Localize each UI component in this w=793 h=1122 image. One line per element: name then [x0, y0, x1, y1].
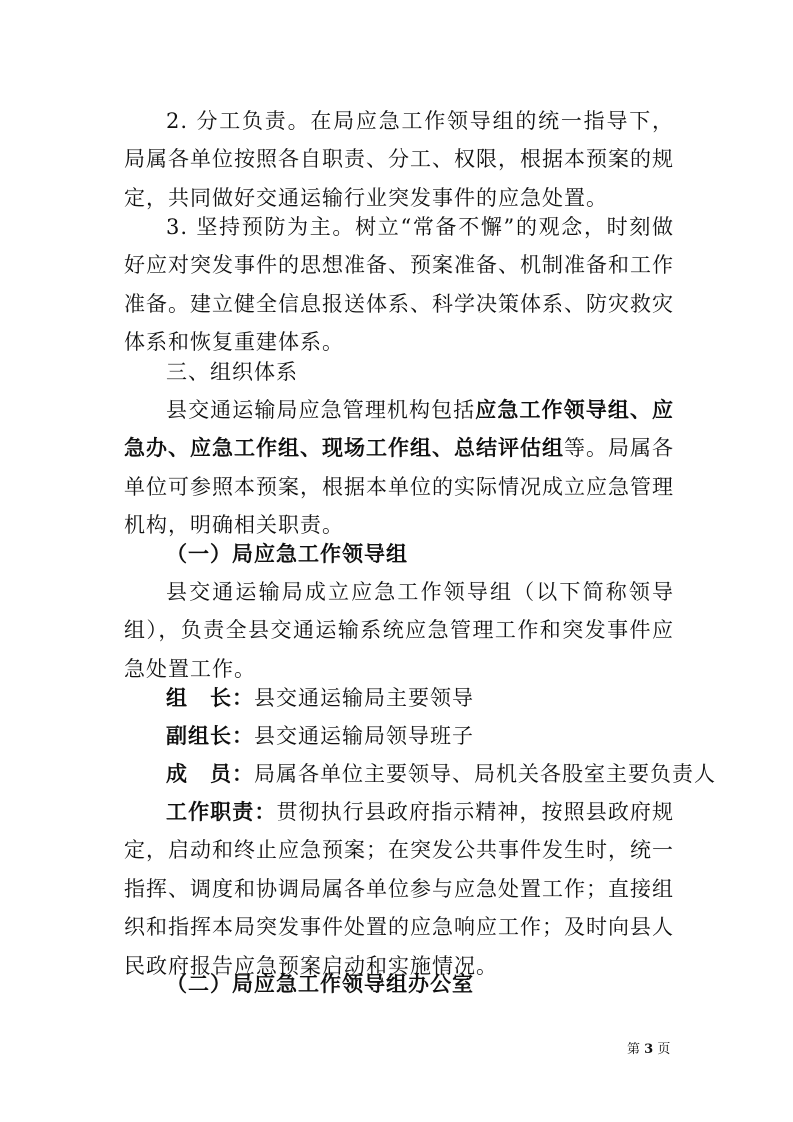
leader-row [166, 679, 474, 717]
duties-text: 贯彻执行县政府指示精神，按照县政府规定，启动和终止应急预案；在突发公共事件发生时，统一指挥、调度和协调局属各单位参与应急处置工作；直接组织和指挥本局突发事件处置的应急响应工作；及时向县人民政府报告应急预案启动和实施情况。 [124, 800, 675, 978]
paragraph-leading-group: 县交通运输局成立应急工作领导组（以下简称领导组），负责全县交通运输系统应急管理工作和突发事件应急处置工作。 [124, 580, 674, 681]
section-heading-organization: 三、组织体系 [166, 360, 298, 384]
intro-text-tail: 等。局属各单位可参照本预案，根据本单位的实际情况成立应急管理机构，明确相关职责。 [124, 436, 674, 538]
page-number-value: 3 [644, 1042, 654, 1057]
member-row [166, 755, 716, 793]
deputy-label: 副组长： [166, 723, 254, 748]
member-text: 局属各单位主要领导、局机关各股室主要负责人 [254, 762, 716, 786]
paragraph-prevention-first: 3. 坚持预防为主。树立“常备不懈”的观念，时刻做好应对突发事件的思想准备、预案准备、机制准备和工作准备。建立健全信息报送体系、科学决策体系、防灾救灾体系和恢复重建体系。 [124, 215, 674, 355]
leader-label: 组 长： [166, 685, 254, 710]
page-number [627, 1038, 670, 1057]
paragraph-duties [124, 793, 674, 985]
subheading-leading-group: （一）局应急工作领导组 [166, 541, 408, 566]
subheading-leading-group-office: （二）局应急工作领导组办公室 [166, 971, 474, 996]
intro-text: 县交通运输局应急管理机构包括 [166, 398, 476, 422]
page-number-prefix: 第 [627, 1042, 645, 1057]
paragraph-organization-intro [124, 391, 674, 545]
member-label: 成 员： [166, 761, 254, 786]
duties-label: 工作职责： [166, 799, 277, 824]
deputy-text: 县交通运输局领导班子 [254, 724, 474, 748]
intro-bold-bodies: 应急工作领导组、应急办、应急工作组、现场工作组、总结评估组 [124, 397, 675, 461]
paragraph-division-of-duties: 2. 分工负责。在局应急工作领导组的统一指导下，局属各单位按照各自职责、分工、权限，根据本预案的规定，共同做好交通运输行业突发事件的应急处置。 [124, 109, 674, 210]
page-number-suffix: 页 [653, 1042, 671, 1057]
deputy-row [166, 717, 474, 755]
leader-text: 县交通运输局主要领导 [254, 686, 474, 710]
